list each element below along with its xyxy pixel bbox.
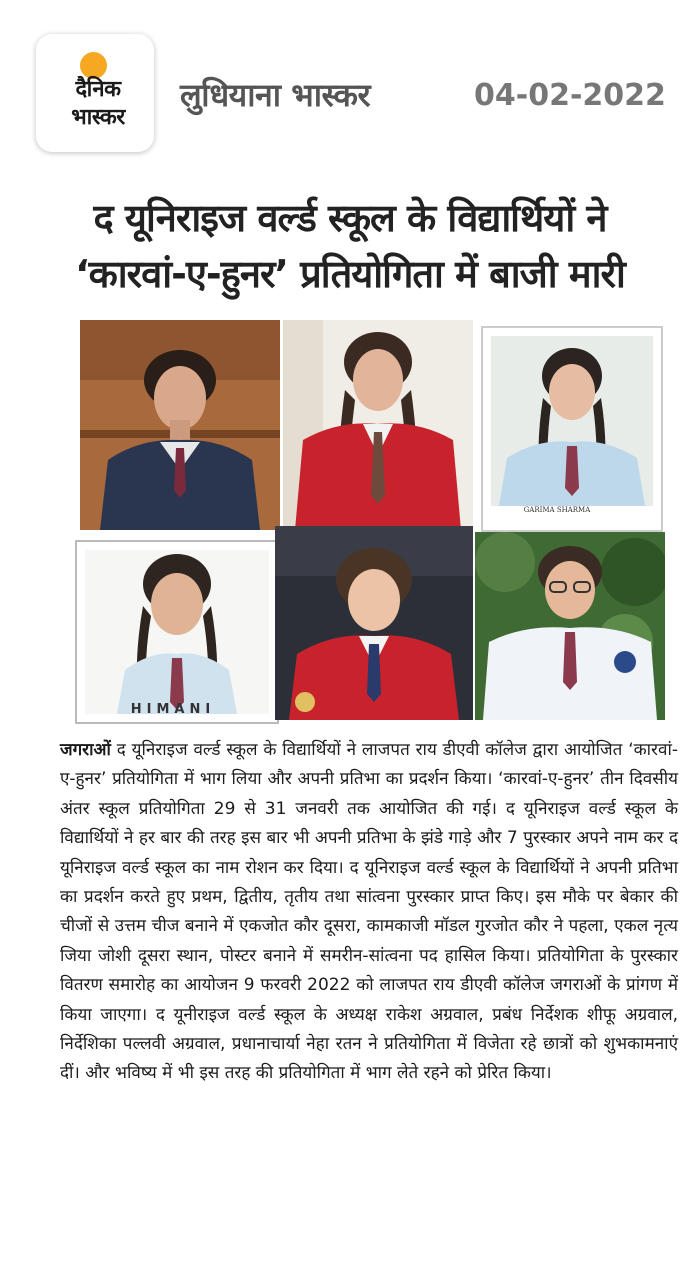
photo-caption-himani: HIMANI [130, 702, 216, 717]
student-photo-2 [283, 320, 473, 530]
edition-name: लुधियाना भास्कर [180, 76, 371, 114]
headline-line2: ‘कारवां-ए-हुनर’ प्रतियोगिता में बाजी मारी [75, 252, 625, 296]
dateline: जगराओं [60, 740, 111, 760]
logo-text-line1: दैनिक [75, 77, 121, 102]
headline-line1: द यूनिराइज वर्ल्ड स्कूल के विद्यार्थियों ने [93, 196, 607, 240]
student-photo-1 [80, 320, 280, 530]
logo-text-line2: भास्कर [71, 105, 125, 130]
newspaper-header [0, 0, 695, 170]
student-photo-3 [481, 326, 663, 532]
student-photo-5 [275, 526, 473, 720]
photo-caption-garima: GARIMA SHARMA [523, 506, 591, 514]
edition-date: 04-02-2022 [474, 78, 666, 113]
student-photo-6 [475, 532, 665, 720]
article-body [60, 736, 678, 1089]
student-photo-collage [65, 318, 675, 720]
article-text: द यूनिराइज वर्ल्ड स्कूल के विद्यार्थियों ने लाजपत राय डीएवी कॉलेज द्वारा आयोजित ‘कारवां-ए-हुनर’ प्रतियोगिता में भाग लिया और अपनी प्रतिभा का प्रदर्शन किया। ‘कारवां-ए-हुनर’ तीन दिवसीय अंतर स्कूल प्रतियोगिता 29 से 31 जनवरी तक आयोजित की गई। द यूनिराइज वर्ल्ड स्कूल के विद्यार्थियों ने हर बार की तरह इस बार भी अपनी प्रतिभा के झंडे गाड़े और 7 पुरस्कार अपने नाम कर द यूनिराइज वर्ल्ड स्कूल का नाम रोशन कर दिया। द यूनिराइज वर्ल्ड स्कूल के विद्यार्थियों ने अपनी प्रतिभा का प्रदर्शन करते हुए प्रथम, द्वितीय, तृतीय तथा सांत्वना पुरस्कार प्राप्त किए। इस मौके पर बेकार की चीजों से उत्तम चीज बनाने में एकजोत कौर दूसरा, कामकाजी मॉडल गुरजोत कौर ने पहला, एकल नृत्य जिया जोशी दूसरा स्थान, पोस्टर बनाने में समरीन-सांत्वना पद हासिल किया। प्रतियोगिता के पुरस्कार वितरण समारोह का आयोजन 9 फरवरी 2022 को लाजपत राय डीएवी कॉलेज जगराओं के प्रांगण में किया जाएगा। द यूनीराइज वर्ल्ड स्कूल के अध्यक्ष राकेश अग्रवाल, प्रबंध निर्देशक शीफू अग्रवाल, निर्देशिका पल्लवी अग्रवाल, प्रधानाचार्या नेहा रतन ने प्रतियोगिता में विजेता रहे छात्रों को शुभकामनाएं दीं। और भविष्य में भी इस तरह की प्रतियोगिता में भाग लेते रहने को प्रेरित किया। [60, 740, 678, 1084]
student-photo-4 [75, 540, 279, 724]
article-headline [40, 190, 660, 302]
